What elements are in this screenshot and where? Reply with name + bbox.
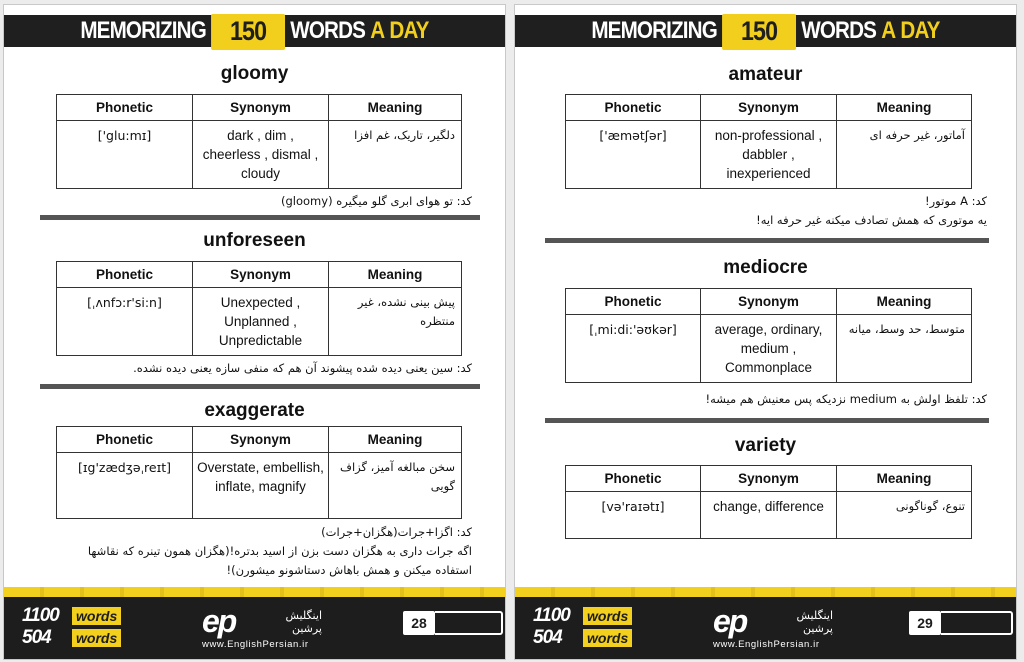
word-table bbox=[565, 465, 972, 539]
section-divider bbox=[545, 418, 989, 423]
brand-number: 504 bbox=[533, 627, 562, 648]
phonetic-cell: [ɪg'zædʒəˌreɪt] bbox=[57, 453, 193, 519]
word-title: unforeseen bbox=[203, 230, 306, 251]
publisher-url: www.EnglishPersian.ir bbox=[713, 639, 820, 650]
column-header-meaning: Meaning bbox=[329, 95, 462, 121]
column-header-phonetic: Phonetic bbox=[57, 427, 193, 453]
mnemonic-note bbox=[545, 390, 987, 409]
column-header-synonym: Synonym bbox=[701, 466, 837, 492]
phonetic-cell: [ˌʌnfɔ:r'si:n] bbox=[57, 288, 193, 356]
mnemonic-note bbox=[545, 192, 987, 230]
column-header-phonetic: Phonetic bbox=[566, 95, 701, 121]
note-line: کد: تلفظ اولش به medium نزدیکه پس معنیش هم میشه! bbox=[705, 392, 987, 406]
meaning-cell: تنوع، گوناگونی bbox=[837, 492, 972, 539]
synonym-cell: change, difference bbox=[701, 492, 837, 539]
mnemonic-note bbox=[24, 523, 472, 580]
note-line: استفاده میکنن و همش باهاش دستاشونو میشورن)! bbox=[226, 563, 472, 577]
publisher-url: www.EnglishPersian.ir bbox=[202, 639, 309, 650]
word-table bbox=[56, 426, 462, 519]
page-number: 29 bbox=[909, 611, 941, 635]
page-number-frame bbox=[941, 611, 1013, 635]
section-divider bbox=[545, 238, 989, 243]
column-header-synonym: Synonym bbox=[193, 427, 329, 453]
book-brand bbox=[22, 605, 122, 651]
page-number-frame bbox=[435, 611, 503, 635]
column-header-synonym: Synonym bbox=[701, 95, 837, 121]
banner-memorizing: MEMORIZING bbox=[80, 17, 206, 44]
brand-word: words bbox=[72, 607, 121, 625]
mnemonic-note bbox=[34, 359, 472, 378]
banner-number: 150 bbox=[211, 14, 285, 50]
banner-number: 150 bbox=[722, 14, 796, 50]
section-divider bbox=[40, 384, 480, 389]
section-divider bbox=[40, 215, 480, 220]
word-title: gloomy bbox=[220, 63, 289, 84]
synonym-cell: Overstate, embellish, inflate, magnify bbox=[193, 453, 329, 519]
brand-number: 504 bbox=[22, 627, 51, 648]
phonetic-cell: [və'raɪətɪ] bbox=[566, 492, 701, 539]
page-29 bbox=[514, 4, 1017, 660]
column-header-meaning: Meaning bbox=[837, 95, 972, 121]
word-title: variety bbox=[734, 435, 797, 456]
column-header-meaning: Meaning bbox=[329, 427, 462, 453]
brand-number: 1100 bbox=[22, 605, 59, 626]
brand-word: words bbox=[583, 607, 632, 625]
word-title: exaggerate bbox=[204, 400, 305, 421]
page-footer bbox=[4, 593, 505, 659]
page-number: 28 bbox=[403, 611, 435, 635]
banner-words: WORDS bbox=[290, 17, 366, 44]
banner-words: WORDS bbox=[801, 17, 877, 44]
page-28 bbox=[3, 4, 506, 660]
brand-number: 1100 bbox=[533, 605, 570, 626]
meaning-cell: آماتور، غیر حرفه ای bbox=[837, 121, 972, 189]
phonetic-cell: ['glu:mɪ] bbox=[57, 121, 193, 189]
banner-a: A bbox=[881, 17, 896, 44]
synonym-cell: non-professional , dabbler , inexperienced bbox=[701, 121, 837, 189]
column-header-phonetic: Phonetic bbox=[566, 466, 701, 492]
note-line: کد: اگزا+جرات(هگزان+جرات) bbox=[321, 525, 472, 539]
publisher-logo bbox=[713, 603, 833, 649]
logo-mark: ep bbox=[202, 603, 236, 639]
note-line: اگه جرات داری به هگزان دست بزن از اسید بدتره!(هگزان همون تینره که نقاشها bbox=[87, 544, 472, 558]
word-title: amateur bbox=[728, 64, 803, 85]
page-banner bbox=[4, 15, 505, 47]
word-table bbox=[565, 288, 972, 383]
footer-ticker-strip bbox=[4, 587, 505, 597]
note-line: یه موتوری که همش تصادف میکنه غیر حرفه ایه! bbox=[756, 213, 987, 227]
phonetic-cell: ['æmətʃər] bbox=[566, 121, 701, 189]
word-table bbox=[56, 261, 462, 356]
note-line: کد: تو هوای ابری گلو میگیره (gloomy) bbox=[280, 194, 472, 208]
banner-a: A bbox=[370, 17, 385, 44]
meaning-cell: متوسط، حد وسط، میانه bbox=[837, 315, 972, 383]
footer-ticker-strip bbox=[515, 587, 1016, 597]
column-header-synonym: Synonym bbox=[193, 262, 329, 288]
synonym-cell: average, ordinary, medium , Commonplace bbox=[701, 315, 837, 383]
column-header-synonym: Synonym bbox=[701, 289, 837, 315]
synonym-cell: dark , dim , cheerless , dismal , cloudy bbox=[193, 121, 329, 189]
page-footer bbox=[515, 593, 1016, 659]
word-table bbox=[565, 94, 972, 189]
meaning-cell: دلگیر، تاریک، غم افزا bbox=[329, 121, 462, 189]
note-line: کد: سین یعنی دیده شده پیشوند آن هم که منفی سازه یعنی دیده نشده. bbox=[133, 361, 472, 375]
column-header-meaning: Meaning bbox=[837, 466, 972, 492]
publisher-logo bbox=[202, 603, 322, 649]
page-banner bbox=[515, 15, 1016, 47]
logo-mark: ep bbox=[713, 603, 747, 639]
column-header-synonym: Synonym bbox=[193, 95, 329, 121]
banner-day: DAY bbox=[900, 17, 940, 44]
mnemonic-note bbox=[34, 192, 472, 211]
column-header-phonetic: Phonetic bbox=[57, 262, 193, 288]
column-header-meaning: Meaning bbox=[837, 289, 972, 315]
phonetic-cell: [ˌmi:di:'əʊkər] bbox=[566, 315, 701, 383]
logo-persian-text: اینگلیش پرشین bbox=[796, 609, 833, 635]
banner-day: DAY bbox=[389, 17, 429, 44]
meaning-cell: سخن مبالغه آمیز، گزاف گویی bbox=[329, 453, 462, 519]
column-header-phonetic: Phonetic bbox=[566, 289, 701, 315]
banner-memorizing: MEMORIZING bbox=[591, 17, 717, 44]
logo-persian-text: اینگلیش پرشین bbox=[285, 609, 322, 635]
word-title: mediocre bbox=[723, 257, 808, 278]
meaning-cell: پیش بینی نشده، غیر منتظره bbox=[329, 288, 462, 356]
word-table bbox=[56, 94, 462, 189]
synonym-cell: Unexpected , Unplanned , Unpredictable bbox=[193, 288, 329, 356]
brand-word: words bbox=[583, 629, 632, 647]
column-header-phonetic: Phonetic bbox=[57, 95, 193, 121]
book-brand bbox=[533, 605, 633, 651]
column-header-meaning: Meaning bbox=[329, 262, 462, 288]
brand-word: words bbox=[72, 629, 121, 647]
note-line: کد: A موتور! bbox=[925, 194, 987, 208]
